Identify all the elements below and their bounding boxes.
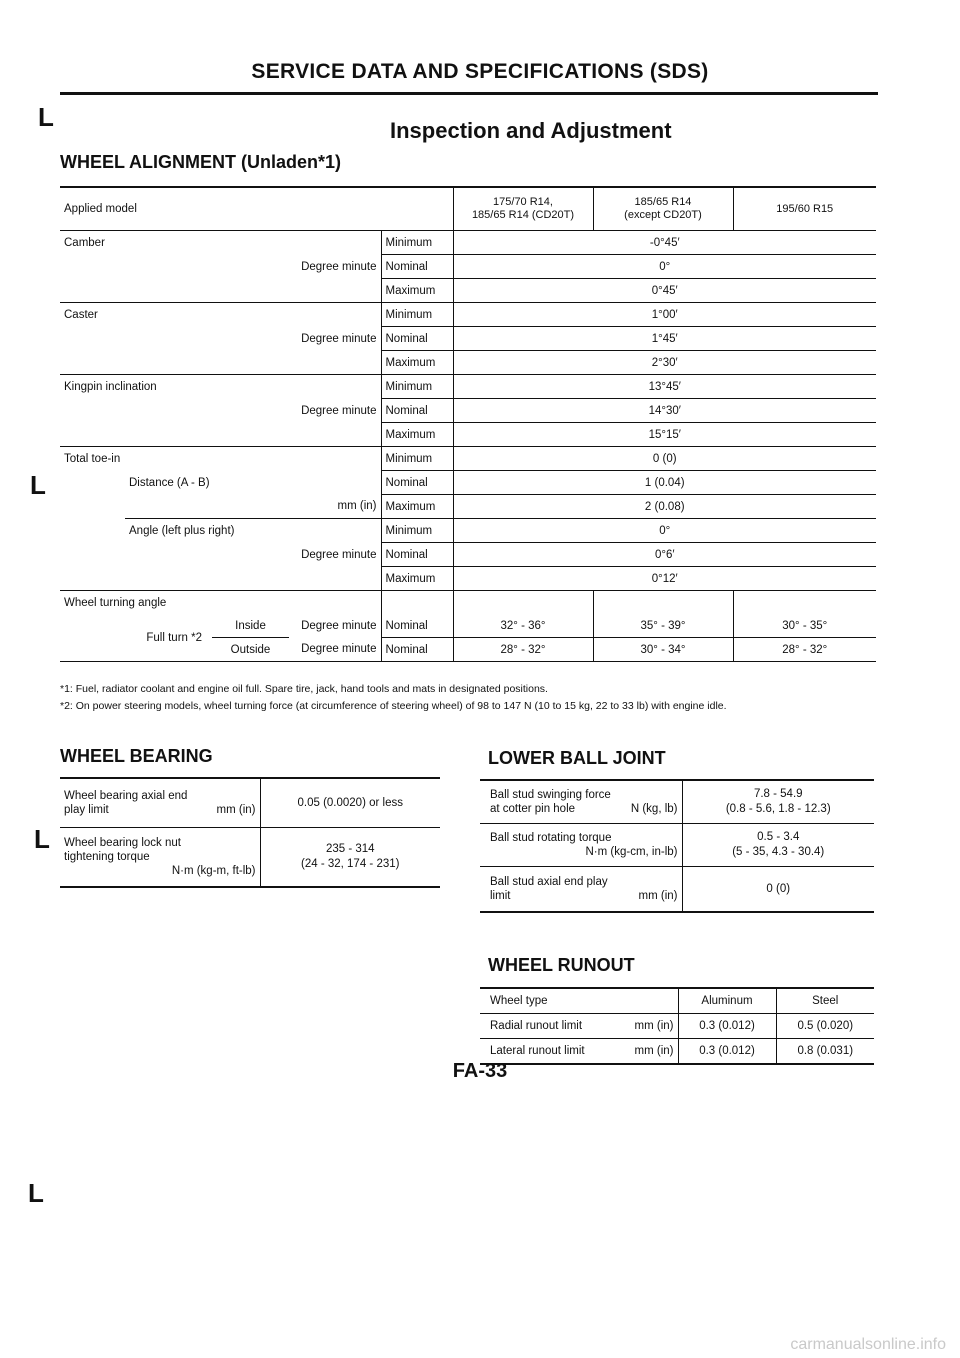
lateral-runout-label: Lateral runout limit mm (in) <box>490 1045 674 1057</box>
max-label: Maximum <box>381 423 453 447</box>
caster-nom-row <box>60 327 876 351</box>
revision-mark-icon: L <box>28 1178 44 1208</box>
rotating-torque-label: Ball stud rotating torque N·m (kg-cm, in-lb) <box>480 824 682 867</box>
angle-min-row <box>60 519 876 543</box>
inside-value-2: 35° - 39° <box>593 614 733 638</box>
unit-label: Degree minute <box>301 332 377 345</box>
table-row <box>480 824 874 867</box>
table-row <box>480 1014 874 1039</box>
radial-steel-value: 0.5 (0.020) <box>776 1014 874 1039</box>
wheel-runout-table <box>480 989 874 1063</box>
unit-label: mm (in) <box>125 495 381 519</box>
camber-nom-row <box>60 255 876 279</box>
unit-label: Degree minute <box>301 404 377 417</box>
table-row <box>480 867 874 912</box>
lock-nut-torque-label: Wheel bearing lock nut tightening torque N·m (kg-m, ft-lb) <box>64 837 256 877</box>
lock-nut-torque-value: 235 - 314 (24 - 32, 174 - 231) <box>260 828 440 887</box>
table-row <box>480 989 874 1014</box>
angle-max-row <box>60 567 876 591</box>
nom-label: Nominal <box>381 255 453 279</box>
distance-nom-value: 1 (0.04) <box>453 471 876 495</box>
outside-value-3: 28° - 32° <box>733 638 876 662</box>
angle-nom-row <box>60 543 876 567</box>
wheel-alignment-table-wrap <box>60 186 876 662</box>
nom-label: Nominal <box>381 327 453 351</box>
camber-max-value: 0°45′ <box>453 279 876 303</box>
distance-min-value: 0 (0) <box>453 447 876 471</box>
footnote-2: *2: On power steering models, wheel turning force (at circumference of steering wheel) of 98 to 147 N (10 to 15 kg, 22 to 33 lb) with engine idle. <box>60 700 727 712</box>
kingpin-nom-row <box>60 399 876 423</box>
revision-mark-icon: L <box>38 102 54 132</box>
applied-model-label: Applied model <box>60 188 381 231</box>
wheel-bearing-table-wrap <box>60 777 440 888</box>
model-column-1: 175/70 R14, 185/65 R14 (CD20T) <box>453 188 593 231</box>
table-row <box>60 828 440 887</box>
wheel-bearing-title: WHEEL BEARING <box>60 746 213 766</box>
wheel-bearing-table <box>60 779 440 886</box>
min-label: Minimum <box>381 519 453 543</box>
caster-min-row <box>60 303 876 327</box>
kingpin-min-value: 13°45′ <box>453 375 876 399</box>
angle-min-value: 0° <box>453 519 876 543</box>
lower-ball-joint-table <box>480 781 874 911</box>
unit-label: Degree minute <box>301 260 377 273</box>
outside-label: Outside <box>212 638 289 662</box>
camber-min-value: -0°45′ <box>453 231 876 255</box>
lower-ball-joint-table-wrap <box>480 779 874 913</box>
max-label: Maximum <box>381 279 453 303</box>
max-label: Maximum <box>381 351 453 375</box>
wheel-runout-title: WHEEL RUNOUT <box>488 955 635 975</box>
aluminum-header: Aluminum <box>678 989 776 1014</box>
table-row <box>60 779 440 828</box>
caster-nom-value: 1°45′ <box>453 327 876 351</box>
kingpin-label: Kingpin inclination <box>64 380 157 393</box>
distance-min-row <box>60 447 876 471</box>
table-row <box>480 781 874 824</box>
steel-header: Steel <box>776 989 874 1014</box>
camber-label: Camber <box>64 236 105 249</box>
inside-label: Inside <box>212 614 289 638</box>
distance-label: Distance (A - B) <box>129 476 210 489</box>
nom-label: Nominal <box>381 543 453 567</box>
axial-end-play-ball-label: Ball stud axial end play limit mm (in) <box>490 876 678 902</box>
page-subtitle: Inspection and Adjustment <box>390 118 672 143</box>
min-label: Minimum <box>381 447 453 471</box>
total-toe-in-label: Total toe-in <box>64 452 121 465</box>
full-turn-label: Full turn *2 <box>60 614 212 662</box>
rotating-torque-value: 0.5 - 3.4 (5 - 35, 4.3 - 30.4) <box>682 824 874 867</box>
inside-row <box>60 614 876 638</box>
model-column-3: 195/60 R15 <box>733 188 876 231</box>
kingpin-min-row <box>60 375 876 399</box>
wheel-alignment-title: WHEEL ALIGNMENT (Unladen*1) <box>60 152 342 172</box>
distance-nom-row <box>60 471 876 495</box>
lateral-aluminum-value: 0.3 (0.012) <box>678 1039 776 1064</box>
caster-label: Caster <box>64 308 98 321</box>
nom-label: Nominal <box>381 638 453 662</box>
unit-label: Degree minute <box>301 619 377 632</box>
swinging-force-value: 7.8 - 54.9 (0.8 - 5.6, 1.8 - 12.3) <box>682 781 874 824</box>
footnote-1: *1: Fuel, radiator coolant and engine oil full. Spare tire, jack, hand tools and mats in designated positions. <box>60 683 548 695</box>
axial-end-play-ball-value: 0 (0) <box>682 867 874 912</box>
lateral-steel-value: 0.8 (0.031) <box>776 1039 874 1064</box>
wheel-alignment-table <box>60 188 876 662</box>
page-number: FA-33 <box>452 1060 508 1082</box>
nom-label: Nominal <box>381 471 453 495</box>
kingpin-max-row <box>60 423 876 447</box>
min-label: Minimum <box>381 303 453 327</box>
axial-end-play-label: Wheel bearing axial end play limit mm (in) <box>60 779 260 828</box>
caster-min-value: 1°00′ <box>453 303 876 327</box>
distance-max-value: 2 (0.08) <box>453 495 876 519</box>
kingpin-max-value: 15°15′ <box>453 423 876 447</box>
outside-value-1: 28° - 32° <box>453 638 593 662</box>
kingpin-nom-value: 14°30′ <box>453 399 876 423</box>
camber-min-row <box>60 231 876 255</box>
min-label: Minimum <box>381 375 453 399</box>
axial-end-play-value: 0.05 (0.0020) or less <box>260 779 440 828</box>
angle-nom-value: 0°6′ <box>453 543 876 567</box>
model-column-2: 185/65 R14 (except CD20T) <box>593 188 733 231</box>
lower-ball-joint-title: LOWER BALL JOINT <box>488 748 666 768</box>
watermark: carmanualsonline.info <box>790 1336 946 1353</box>
unit-label: Degree minute <box>301 548 377 561</box>
applied-model-row <box>60 188 876 231</box>
distance-max-row <box>60 495 876 519</box>
caster-max-value: 2°30′ <box>453 351 876 375</box>
wheel-turning-label: Wheel turning angle <box>64 596 167 609</box>
wheel-runout-table-wrap <box>480 987 874 1065</box>
camber-nom-value: 0° <box>453 255 876 279</box>
camber-max-row <box>60 279 876 303</box>
header-rule <box>60 92 878 95</box>
swinging-force-label: Ball stud swinging force at cotter pin hole N (kg, lb) <box>480 781 682 824</box>
max-label: Maximum <box>381 495 453 519</box>
nom-label: Nominal <box>381 399 453 423</box>
wheel-type-label: Wheel type <box>480 989 678 1014</box>
wheel-turning-row <box>60 591 876 615</box>
radial-aluminum-value: 0.3 (0.012) <box>678 1014 776 1039</box>
caster-max-row <box>60 351 876 375</box>
max-label: Maximum <box>381 567 453 591</box>
inside-value-1: 32° - 36° <box>453 614 593 638</box>
outside-value-2: 30° - 34° <box>593 638 733 662</box>
revision-mark-icon: L <box>34 824 50 854</box>
page-header-title: SERVICE DATA AND SPECIFICATIONS (SDS) <box>251 60 709 83</box>
radial-runout-label: Radial runout limit mm (in) <box>480 1014 678 1039</box>
revision-mark-icon: L <box>30 470 46 500</box>
unit-label: Degree minute <box>289 638 381 662</box>
angle-max-value: 0°12′ <box>453 567 876 591</box>
inside-value-3: 30° - 35° <box>733 614 876 638</box>
min-label: Minimum <box>381 231 453 255</box>
nom-label: Nominal <box>381 614 453 638</box>
angle-label: Angle (left plus right) <box>129 524 235 537</box>
